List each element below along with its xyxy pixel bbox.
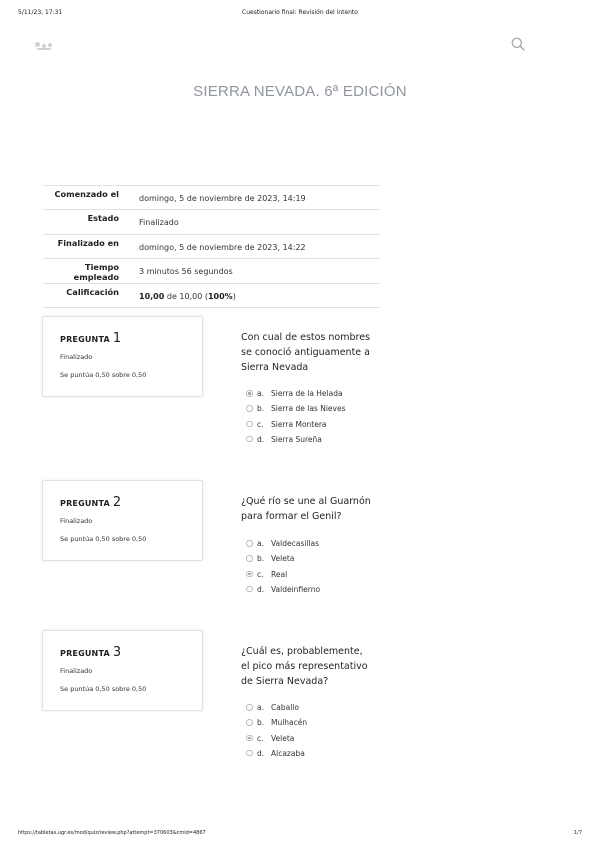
print-footer xyxy=(18,830,582,840)
answer-letter: b. xyxy=(257,718,265,728)
summary-value: Finalizado xyxy=(139,218,179,228)
question-info-box xyxy=(42,316,203,397)
radio-selected-icon[interactable] xyxy=(246,735,253,742)
answer-letter: d. xyxy=(257,434,265,444)
answer-letter: c. xyxy=(257,419,264,429)
question-number xyxy=(60,645,121,660)
answer-letter: c. xyxy=(257,733,264,743)
answer-letter: a. xyxy=(257,703,264,712)
answer-text: Sierra de la Helada xyxy=(271,389,343,398)
summary-grade-value xyxy=(127,283,380,307)
summary-row-grade xyxy=(43,283,380,307)
question-text: ¿Cuál es, probablemente, el pico más representativo de Sierra Nevada? xyxy=(241,646,368,687)
summary-row-state xyxy=(43,210,380,234)
question-number-value: 2 xyxy=(112,495,122,510)
answer-text: Valdecasillas xyxy=(271,539,319,548)
site-logo[interactable] xyxy=(30,38,56,52)
question-text: ¿Qué río se une al Guarnón para formar el Genil? xyxy=(241,496,371,522)
question-label: PREGUNTA xyxy=(60,649,110,658)
answer-text: Veleta xyxy=(271,554,295,564)
grade-percent: 100% xyxy=(207,291,233,301)
question-label: PREGUNTA xyxy=(60,335,110,344)
question-number-value: 1 xyxy=(112,331,122,346)
answer-option[interactable] xyxy=(246,539,396,554)
question-state: Finalizado xyxy=(60,517,93,525)
summary-label: Calificación xyxy=(66,286,119,297)
radio-selected-icon[interactable] xyxy=(246,390,253,397)
answer-option[interactable] xyxy=(246,749,396,764)
answer-letter: b. xyxy=(257,554,265,564)
answer-option[interactable] xyxy=(246,389,396,404)
attempt-summary-table xyxy=(43,185,380,308)
question-info-box xyxy=(42,630,203,711)
answer-text: Veleta xyxy=(271,733,295,743)
grade-of: de 10,00 ( xyxy=(166,291,208,301)
answer-letter: d. xyxy=(257,584,265,594)
summary-value: 3 minutos 56 segundos xyxy=(139,267,233,277)
radio-icon[interactable] xyxy=(246,421,253,428)
answer-text: Alcazaba xyxy=(271,748,305,758)
answer-text: Mulhacén xyxy=(271,718,308,728)
print-date: 5/11/23, 17:31 xyxy=(18,9,63,16)
grade-close: ) xyxy=(232,291,236,301)
answer-letter: a. xyxy=(257,389,264,398)
question-grade: Se puntúa 0,50 sobre 0,50 xyxy=(60,535,147,543)
summary-label: Estado xyxy=(87,213,119,224)
question-label: PREGUNTA xyxy=(60,499,110,508)
question-grade: Se puntúa 0,50 sobre 0,50 xyxy=(60,371,147,379)
print-document-title: Cuestionario final: Revisión del intento xyxy=(242,9,358,16)
answer-option[interactable] xyxy=(246,703,396,718)
answer-option[interactable] xyxy=(246,570,396,585)
answer-text: Sierra Sureña xyxy=(271,434,322,444)
question-number xyxy=(60,495,121,510)
radio-selected-icon[interactable] xyxy=(246,571,253,578)
summary-row-started xyxy=(43,186,380,210)
question-info-box xyxy=(42,480,203,561)
answer-list xyxy=(246,539,396,600)
question-number-value: 3 xyxy=(112,645,122,660)
answer-text: Valdeinfierno xyxy=(271,584,321,594)
radio-icon[interactable] xyxy=(246,586,253,593)
answer-option[interactable] xyxy=(246,718,396,733)
answer-letter: b. xyxy=(257,404,265,414)
grade-score: 10,00 xyxy=(139,291,165,301)
print-url: https://tabletas.ugr.es/mod/quiz/review.php?attempt=370603&cmid=4867 xyxy=(18,830,206,836)
summary-label: Comenzado el xyxy=(54,189,119,199)
answer-option[interactable] xyxy=(246,435,396,450)
answer-list xyxy=(246,389,396,450)
answer-option[interactable] xyxy=(246,404,396,419)
radio-icon[interactable] xyxy=(246,540,253,547)
print-page-number: 1/7 xyxy=(573,830,582,836)
answer-text: Sierra Montera xyxy=(271,419,327,429)
question-grade: Se puntúa 0,50 sobre 0,50 xyxy=(60,685,147,693)
radio-icon[interactable] xyxy=(246,750,253,757)
summary-row-time-taken xyxy=(43,259,380,283)
answer-option[interactable] xyxy=(246,554,396,569)
answer-letter: a. xyxy=(257,539,264,548)
radio-icon[interactable] xyxy=(246,405,253,412)
question-number xyxy=(60,331,121,346)
print-header xyxy=(18,9,582,19)
answer-text: Sierra de las Nieves xyxy=(271,404,346,414)
summary-label: Tiempo empleado xyxy=(73,262,119,283)
radio-icon[interactable] xyxy=(246,704,253,711)
radio-icon[interactable] xyxy=(246,555,253,562)
summary-value: domingo, 5 de noviembre de 2023, 14:19 xyxy=(139,194,306,203)
radio-icon[interactable] xyxy=(246,436,253,443)
course-title: SIERRA NEVADA. 6ª EDICIÓN xyxy=(193,83,407,100)
radio-icon[interactable] xyxy=(246,719,253,726)
question-state: Finalizado xyxy=(60,353,93,361)
summary-label: Finalizado en xyxy=(57,237,119,248)
answer-letter: d. xyxy=(257,748,265,758)
summary-value: domingo, 5 de noviembre de 2023, 14:22 xyxy=(139,242,306,252)
answer-option[interactable] xyxy=(246,585,396,600)
question-text: Con cual de estos nombres se conoció antiguamente a Sierra Nevada xyxy=(241,332,371,373)
answer-text: Caballo xyxy=(271,703,299,712)
answer-list xyxy=(246,703,396,764)
answer-text: Real xyxy=(271,569,288,579)
summary-row-finished xyxy=(43,234,380,258)
answer-letter: c. xyxy=(257,569,264,579)
answer-option[interactable] xyxy=(246,420,396,435)
answer-option[interactable] xyxy=(246,734,396,749)
question-state: Finalizado xyxy=(60,667,93,675)
search-icon[interactable] xyxy=(511,37,525,51)
